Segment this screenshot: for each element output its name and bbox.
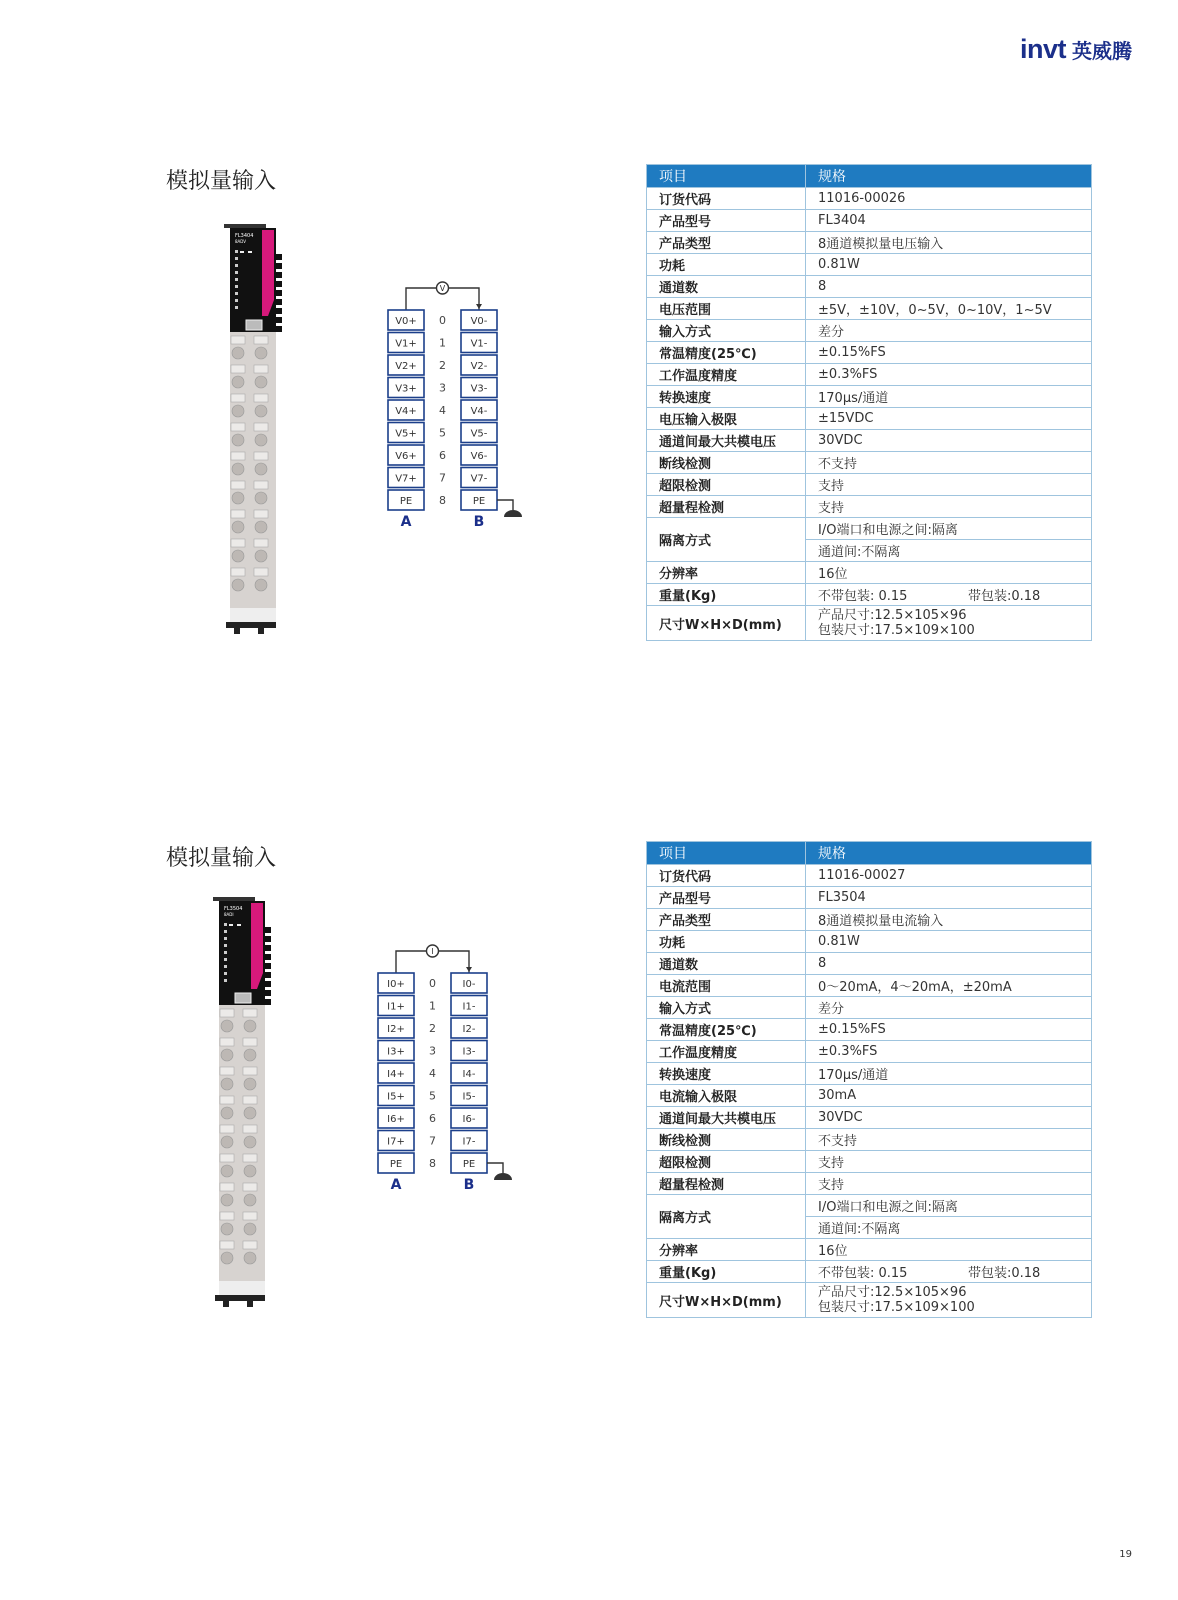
resolution-key: 分辨率 (647, 562, 806, 584)
spec-key: 通道间最大共模电压 (647, 1107, 806, 1129)
terminal-a-label: I1+ (387, 1001, 405, 1013)
isolation-line2: 通道间:不隔离 (806, 1217, 1092, 1239)
spec-key: 功耗 (647, 254, 806, 276)
terminal-a-label: PE (389, 1159, 403, 1170)
spec-key: 订货代码 (647, 188, 806, 210)
spec-key: 常温精度(25℃) (647, 1019, 806, 1041)
spec-value: 8 (806, 953, 1092, 975)
terminal-b-label: V2- (470, 361, 488, 372)
terminal-a-label: V4+ (395, 406, 417, 417)
spec-key: 通道数 (647, 953, 806, 975)
weight-key: 重量(Kg) (647, 584, 806, 606)
header-item: 项目 (647, 842, 806, 865)
resolution-value: 16位 (806, 562, 1092, 584)
module-sub-label: 8ADI (224, 912, 234, 917)
table-header (647, 165, 1092, 188)
table-row (647, 364, 1092, 386)
wiring-diagram (368, 939, 528, 1199)
terminal-a-label: V6+ (395, 451, 417, 462)
terminal-b-label: I0- (462, 979, 476, 990)
terminal-a-label: I7+ (387, 1136, 405, 1148)
table-row (647, 1085, 1092, 1107)
spec-value: 11016-00027 (806, 865, 1092, 887)
spec-key: 超限检测 (647, 1151, 806, 1173)
terminal-number: 7 (439, 471, 446, 485)
terminal-a-label: V2+ (395, 361, 417, 372)
table-row (647, 975, 1092, 997)
table-row (647, 909, 1092, 931)
spec-value: 8 (806, 276, 1092, 298)
table-row (647, 562, 1092, 584)
spec-key: 输入方式 (647, 320, 806, 342)
spec-table (646, 841, 1092, 1318)
spec-key: 电流范围 (647, 975, 806, 997)
spec-value: 支持 (806, 496, 1092, 518)
terminal-b-label: V1- (470, 338, 488, 350)
spec-key: 电压范围 (647, 298, 806, 320)
terminal-number: 1 (439, 336, 446, 350)
spec-value: 差分 (806, 320, 1092, 342)
table-row (647, 518, 1092, 540)
table-row (647, 1283, 1092, 1318)
terminal-b-label: I7- (462, 1136, 476, 1148)
terminal-number: 6 (429, 1112, 436, 1125)
table-row (647, 953, 1092, 975)
table-row (647, 342, 1092, 364)
section-fl3504 (0, 841, 1178, 1341)
terminal-b-label: V6- (470, 451, 488, 462)
spec-value: 30VDC (806, 430, 1092, 452)
table-row (647, 1195, 1092, 1217)
terminal-a-label: PE (399, 496, 413, 507)
table-row (647, 1063, 1092, 1085)
spec-value: 支持 (806, 474, 1092, 496)
spec-value: 不支持 (806, 452, 1092, 474)
ground-icon (497, 500, 522, 517)
spec-value: 170μs/通道 (806, 386, 1092, 408)
module-model-label: FL3404 (235, 233, 254, 239)
meter-label: I (431, 947, 434, 956)
spec-key: 转换速度 (647, 386, 806, 408)
isolation-line1: I/O端口和电源之间:隔离 (806, 518, 1092, 540)
terminal-b-label: V4- (470, 406, 488, 417)
brand-logo (1020, 34, 1132, 65)
spec-key: 常温精度(25℃) (647, 342, 806, 364)
spec-key: 超量程检测 (647, 1173, 806, 1195)
ground-icon (487, 1163, 512, 1180)
table-row (647, 1151, 1092, 1173)
table-row (647, 997, 1092, 1019)
weight-pack: 带包装:0.18 (968, 1266, 1041, 1281)
terminal-a-label: I5+ (387, 1091, 405, 1103)
terminal-b-label: I3- (462, 1046, 476, 1058)
terminal-number: 5 (439, 426, 446, 440)
terminal-a-label: V7+ (395, 473, 417, 485)
table-row (647, 408, 1092, 430)
table-row (647, 1261, 1092, 1283)
column-b-label: B (463, 1177, 475, 1193)
terminal-b-label: I4- (462, 1069, 476, 1080)
header-spec: 规格 (806, 842, 1092, 865)
table-row (647, 430, 1092, 452)
isolation-key: 隔离方式 (647, 1195, 806, 1239)
terminal-number: 1 (429, 999, 436, 1013)
table-row (647, 298, 1092, 320)
spec-key: 通道间最大共模电压 (647, 430, 806, 452)
spec-key: 断线检测 (647, 452, 806, 474)
table-row (647, 188, 1092, 210)
terminal-number: 0 (439, 314, 446, 327)
resolution-key: 分辨率 (647, 1239, 806, 1261)
header-spec: 规格 (806, 165, 1092, 188)
spec-value: ±0.15%FS (806, 1019, 1092, 1041)
arrow-icon (476, 304, 482, 309)
table-row (647, 496, 1092, 518)
table-row (647, 276, 1092, 298)
table-row (647, 1239, 1092, 1261)
terminal-b-label: I6- (462, 1114, 476, 1125)
table-row (647, 210, 1092, 232)
column-a-label: A (390, 1177, 402, 1193)
spec-value: 8通道模拟量电压输入 (806, 232, 1092, 254)
terminal-number: 4 (439, 404, 446, 417)
terminal-number: 3 (429, 1044, 436, 1058)
spec-value: FL3404 (806, 210, 1092, 232)
terminal-b-label: PE (472, 496, 486, 507)
meter-label: V (439, 284, 446, 293)
section-title: 模拟量输入 (166, 846, 277, 871)
spec-value: ±15VDC (806, 408, 1092, 430)
terminal-b-label: I1- (462, 1001, 476, 1013)
spec-value: ±0.15%FS (806, 342, 1092, 364)
page-number: 19 (1119, 1549, 1132, 1560)
table-row (647, 1019, 1092, 1041)
spec-value: 8通道模拟量电流输入 (806, 909, 1092, 931)
terminal-number: 6 (439, 449, 446, 462)
weight-value (806, 584, 1092, 606)
terminal-number: 2 (439, 359, 446, 372)
logo-cjk: 英威腾 (1072, 39, 1132, 63)
spec-key: 功耗 (647, 931, 806, 953)
spec-key: 转换速度 (647, 1063, 806, 1085)
module-sub-label: 8ADV (235, 239, 247, 244)
spec-key: 订货代码 (647, 865, 806, 887)
spec-value: 30VDC (806, 1107, 1092, 1129)
spec-key: 通道数 (647, 276, 806, 298)
spec-value: 170μs/通道 (806, 1063, 1092, 1085)
table-row (647, 1129, 1092, 1151)
spec-value: ±5V，±10V，0~5V，0~10V，1~5V (806, 298, 1092, 320)
size-product: 产品尺寸:12.5×105×96 (818, 608, 967, 623)
table-row (647, 452, 1092, 474)
size-product: 产品尺寸:12.5×105×96 (818, 1285, 967, 1300)
section-fl3404 (0, 164, 1178, 664)
weight-no-pack: 不带包装: 0.15 (818, 589, 908, 604)
spec-value: 0～20mA，4～20mA，±20mA (806, 975, 1092, 997)
column-b-label: B (473, 514, 485, 530)
terminal-b-label: I2- (462, 1024, 476, 1035)
terminal-number: 3 (439, 381, 446, 395)
weight-value (806, 1261, 1092, 1283)
terminal-b-label: I5- (462, 1091, 476, 1103)
table-row (647, 931, 1092, 953)
arrow-icon (466, 967, 472, 972)
spec-key: 断线检测 (647, 1129, 806, 1151)
weight-pack: 带包装:0.18 (968, 589, 1041, 604)
spec-value: 差分 (806, 997, 1092, 1019)
spec-key: 输入方式 (647, 997, 806, 1019)
spec-value: 支持 (806, 1151, 1092, 1173)
header-item: 项目 (647, 165, 806, 188)
terminal-a-label: V0+ (395, 316, 417, 327)
terminal-a-label: I0+ (387, 979, 405, 990)
size-key: 尺寸W×H×D(mm) (647, 606, 806, 641)
terminal-number: 5 (429, 1089, 436, 1103)
spec-key: 产品型号 (647, 887, 806, 909)
terminal-number: 2 (429, 1022, 436, 1035)
terminal-a-label: I6+ (387, 1114, 405, 1125)
spec-key: 超量程检测 (647, 496, 806, 518)
terminal-a-label: V1+ (395, 338, 417, 350)
wiring-diagram (378, 276, 538, 536)
spec-key: 超限检测 (647, 474, 806, 496)
spec-key: 产品型号 (647, 210, 806, 232)
terminal-a-label: I3+ (387, 1046, 405, 1058)
size-package: 包装尺寸:17.5×109×100 (818, 623, 975, 638)
table-row (647, 1041, 1092, 1063)
spec-value: 30mA (806, 1085, 1092, 1107)
spec-key: 工作温度精度 (647, 364, 806, 386)
table-row (647, 606, 1092, 641)
terminal-number: 8 (429, 1157, 436, 1170)
spec-value: 支持 (806, 1173, 1092, 1195)
table-row (647, 584, 1092, 606)
terminal-number: 4 (429, 1067, 436, 1080)
terminal-b-label: V0- (470, 316, 488, 327)
terminal-b-label: PE (462, 1159, 476, 1170)
terminal-a-label: I4+ (387, 1069, 405, 1080)
terminal-b-label: V5- (470, 428, 488, 440)
isolation-line1: I/O端口和电源之间:隔离 (806, 1195, 1092, 1217)
spec-value: 11016-00026 (806, 188, 1092, 210)
spec-value: FL3504 (806, 887, 1092, 909)
table-row (647, 474, 1092, 496)
spec-key: 产品类型 (647, 909, 806, 931)
terminal-a-label: V5+ (395, 428, 417, 440)
terminal-number: 8 (439, 494, 446, 507)
spec-value: 不支持 (806, 1129, 1092, 1151)
table-row (647, 386, 1092, 408)
column-a-label: A (400, 514, 412, 530)
spec-key: 电流输入极限 (647, 1085, 806, 1107)
table-row (647, 232, 1092, 254)
spec-value: 0.81W (806, 254, 1092, 276)
terminal-b-label: V7- (470, 473, 488, 485)
table-row (647, 254, 1092, 276)
table-row (647, 1173, 1092, 1195)
weight-no-pack: 不带包装: 0.15 (818, 1266, 908, 1281)
module-image (216, 224, 286, 634)
terminal-number: 0 (429, 977, 436, 990)
spec-value: ±0.3%FS (806, 364, 1092, 386)
table-row (647, 1107, 1092, 1129)
size-package: 包装尺寸:17.5×109×100 (818, 1300, 975, 1315)
terminal-number: 7 (429, 1134, 436, 1148)
spec-value: ±0.3%FS (806, 1041, 1092, 1063)
isolation-key: 隔离方式 (647, 518, 806, 562)
resolution-value: 16位 (806, 1239, 1092, 1261)
spec-table (646, 164, 1092, 641)
section-title: 模拟量输入 (166, 169, 277, 194)
weight-key: 重量(Kg) (647, 1261, 806, 1283)
table-row (647, 887, 1092, 909)
spec-value: 0.81W (806, 931, 1092, 953)
module-model-label: FL3504 (224, 906, 243, 912)
size-value (806, 1283, 1092, 1318)
table-header (647, 842, 1092, 865)
spec-key: 产品类型 (647, 232, 806, 254)
spec-key: 工作温度精度 (647, 1041, 806, 1063)
terminal-b-label: V3- (470, 383, 488, 395)
logo-latin: invt (1019, 34, 1066, 64)
spec-key: 电压输入极限 (647, 408, 806, 430)
size-key: 尺寸W×H×D(mm) (647, 1283, 806, 1318)
terminal-a-label: V3+ (395, 383, 417, 395)
terminal-a-label: I2+ (387, 1024, 405, 1035)
module-image (205, 897, 275, 1307)
size-value (806, 606, 1092, 641)
isolation-line2: 通道间:不隔离 (806, 540, 1092, 562)
table-row (647, 865, 1092, 887)
table-row (647, 320, 1092, 342)
